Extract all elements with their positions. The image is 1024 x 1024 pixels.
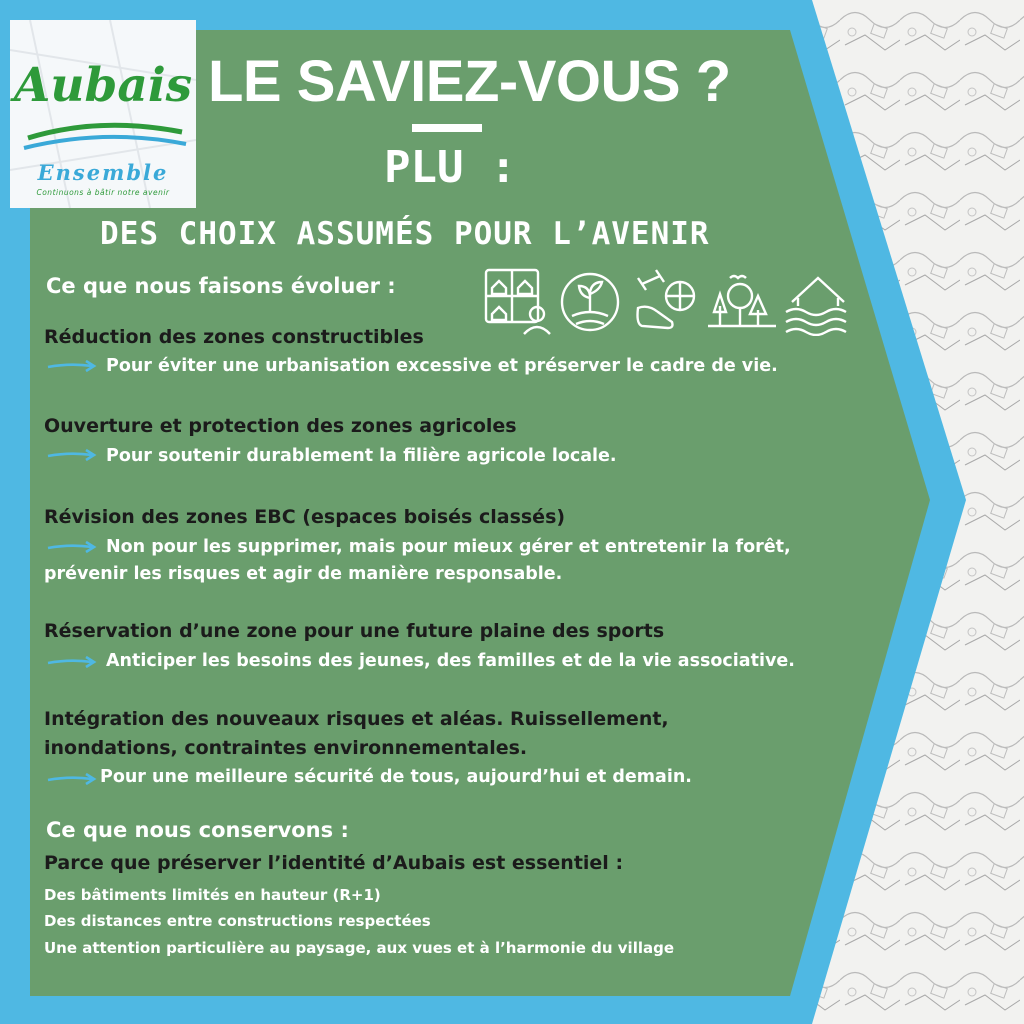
evolve-item-title: Ouverture et protection des zones agricoles [44, 415, 517, 437]
arrow-right-icon [46, 448, 98, 462]
title-divider [412, 124, 482, 132]
evolve-item-title-continued: inondations, contraintes environnementales. [44, 737, 528, 759]
flood-icon [786, 278, 846, 335]
evolve-item-description: Pour soutenir durablement la filière agricole locale. [106, 446, 617, 466]
arrow-right-icon [46, 359, 98, 373]
conserve-heading: Ce que nous conservons : [46, 818, 349, 842]
arrow-right-icon [46, 655, 98, 669]
evolve-item-description-continued: prévenir les risques et agir de manière responsable. [44, 564, 563, 584]
evolve-item-description: Pour éviter une urbanisation excessive et préserver le cadre de vie. [106, 356, 778, 376]
conserve-item: Des distances entre constructions respectées [44, 912, 431, 930]
conserve-item: Des bâtiments limités en hauteur (R+1) [44, 886, 381, 904]
trees-icon [708, 276, 776, 326]
plu-heading: PLU : [384, 142, 517, 193]
logo-title: Aubais [13, 58, 193, 113]
conserve-subheading: Parce que préserver l’identité d’Aubais est essentiel : [44, 852, 624, 874]
theme-icons [482, 266, 852, 336]
subtitle: DES CHOIX ASSUMÉS POUR L’AVENIR [100, 216, 710, 252]
sprout-icon [562, 274, 618, 330]
evolve-item-title: Réservation d’une zone pour une future plaine des sports [44, 620, 665, 642]
puzzle-houses-icon [486, 270, 550, 334]
sports-icon [638, 270, 695, 328]
evolve-heading: Ce que nous faisons évoluer : [46, 274, 396, 298]
evolve-item-title: Réduction des zones constructibles [44, 326, 424, 348]
evolve-item-title: Révision des zones EBC (espaces boisés classés) [44, 506, 566, 528]
evolve-item-description: Non pour les supprimer, mais pour mieux gérer et entretenir la forêt, [106, 537, 791, 557]
arrow-right-icon [46, 540, 98, 554]
logo-subtitle: Ensemble [37, 160, 169, 185]
evolve-item-title: Intégration des nouveaux risques et aléas. Ruissellement, [44, 708, 669, 730]
logo [10, 20, 196, 208]
evolve-item-description: Anticiper les besoins des jeunes, des familles et de la vie associative. [106, 651, 795, 671]
page-title: LE SAVIEZ-VOUS ? [208, 49, 731, 114]
conserve-item: Une attention particulière au paysage, aux vues et à l’harmonie du village [44, 939, 675, 957]
evolve-item-description: Pour une meilleure sécurité de tous, aujourd’hui et demain. [100, 767, 692, 787]
logo-tagline: Continuons à bâtir notre avenir [36, 188, 170, 197]
arrow-right-icon [46, 772, 98, 786]
